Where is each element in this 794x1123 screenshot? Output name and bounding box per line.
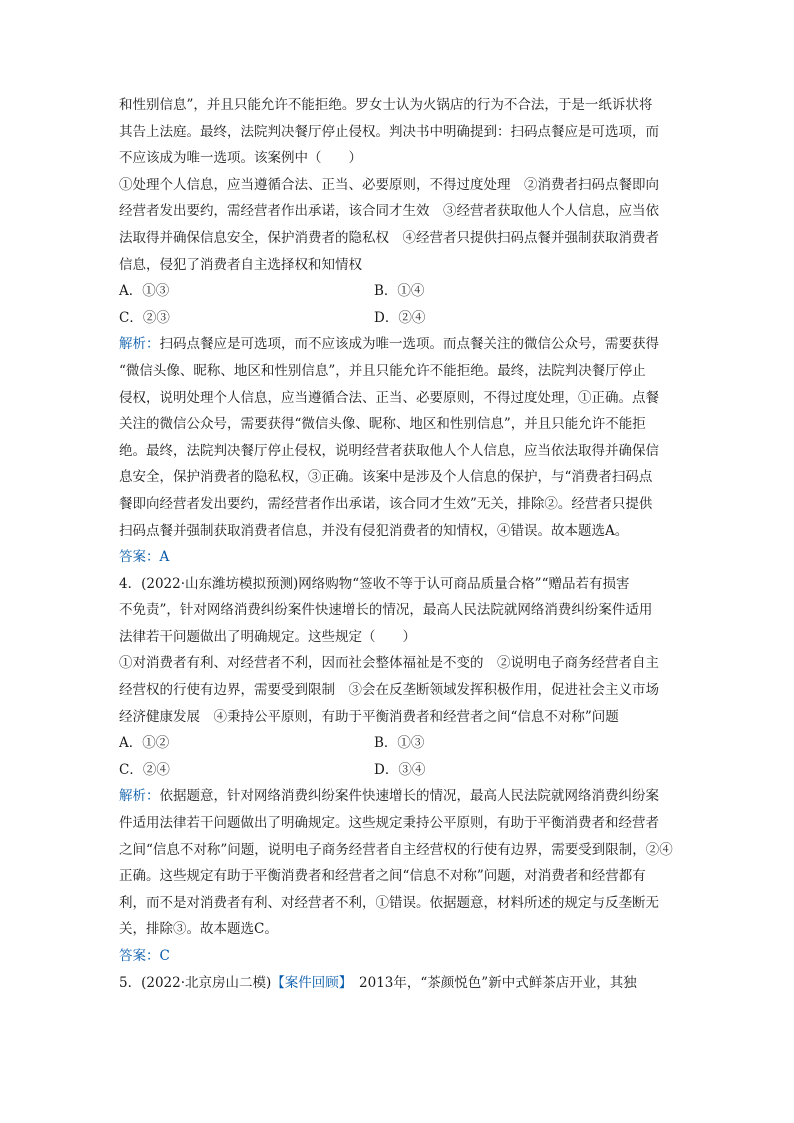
q5-stem-line — [119, 970, 679, 997]
q4-statement-line: 经济健康发展 ④秉持公平原则，有助于平衡消费者和经营者之间“信息不对称”问题 — [119, 708, 619, 725]
q3-option-b: B．①④ — [374, 283, 425, 300]
q4-answer-line — [119, 943, 679, 970]
q4-analysis-line: 关，排除③。故本题选C。 — [119, 921, 278, 938]
q4-option-d: D．③④ — [374, 761, 426, 778]
q3-analysis-line: 扫码点餐并强制获取消费者信息，并没有侵犯消费者的知情权，④错误。故本题选A。 — [119, 522, 629, 539]
q3-option-c: C．②③ — [119, 309, 170, 326]
q4-analysis-line: 件适用法律若干问题做出了明确规定。这些规定秉持公平原则，有助于平衡消费者和经营者 — [119, 815, 659, 832]
q3-analysis-line: 息安全，保护消费者的隐私权，③正确。该案中是涉及个人信息的保护，与“消费者扫码点 — [119, 469, 653, 486]
q3-answer-value: A — [159, 549, 170, 566]
q4-option-c: C．②④ — [119, 761, 170, 778]
q3-analysis-line: 关注的微信公众号，需要获得“微信头像、昵称、地区和性别信息”，并且只能允许不能拒 — [119, 416, 646, 433]
q3-options-row — [119, 305, 679, 332]
q3-stem-line: 不应该成为唯一选项。该案例中（ ） — [119, 150, 362, 167]
q3-stem-line: 其告上法庭。最终，法院判决餐厅停止侵权。判决书中明确提到：扫码点餐应是可选项，而 — [119, 123, 659, 140]
q3-statement-line: 经营者发出要约，需经营者作出承诺，该合同才生效 ③经营者获取他人个人信息，应当依 — [119, 203, 659, 220]
q4-option-a: A．①② — [119, 735, 170, 752]
q4-options-row — [119, 757, 679, 784]
q4-statement-line: 经营权的行使有边界，需要受到限制 ③会在反垄断领域发挥积极作用，促进社会主义市场 — [119, 682, 659, 699]
q3-analysis-line: 侵权，说明处理个人信息，应当遵循合法、正当、必要原则，不得过度处理，①正确。点餐 — [119, 389, 659, 406]
q5-tag: 【案件回顾】 — [271, 974, 346, 991]
q3-answer-line — [119, 544, 679, 571]
q3-analysis-label: 解析： — [119, 336, 160, 353]
q3-stem-line: 和性别信息”，并且只能允许不能拒绝。罗女士认为火锅店的行为不合法，于是一纸诉状将 — [119, 97, 653, 113]
q4-analysis-text: 依据题意，针对网络消费纠纷案件快速增长的情况，最高人民法院就网络消费纠纷案 — [159, 788, 659, 805]
q3-analysis-line: “微信头像、昵称、地区和性别信息”，并且只能允许不能拒绝。最终，法院判决餐厅停止 — [119, 362, 646, 379]
q4-analysis-line — [119, 783, 679, 810]
q4-analysis-label: 解析： — [119, 788, 160, 805]
q4-analysis-line: 利，而不是对消费者有利、对经营者不利，①错误。依据题意，材料所述的规定与反垄断无 — [119, 894, 659, 911]
q4-options-row — [119, 730, 679, 757]
q4-stem-line: 4．(2022·山东潍坊模拟预测)网络购物“签收不等于认可商品质量合格”“赠品若有损害 — [119, 575, 630, 592]
q4-stem-line: 法律若干问题做出了明确规定。这些规定（ ） — [119, 628, 416, 645]
q4-analysis-line: 正确。这些规定有助于平衡消费者和经营者之间“信息不对称”问题，对消费者和经营都有 — [119, 868, 646, 885]
q3-answer-label: 答案： — [119, 549, 160, 566]
q3-analysis-line: 餐即向经营者发出要约，需经营者作出承诺，该合同才生效”无关，排除②。经营者只提供 — [119, 495, 653, 512]
question-3 — [119, 92, 679, 571]
q4-statement-line: ①对消费者有利、对经营者不利，因而社会整体福祉是不变的 ②说明电子商务经营者自主 — [119, 655, 659, 672]
q3-option-d: D．②④ — [374, 309, 426, 326]
question-5 — [119, 970, 679, 997]
q5-text: 2013年，“茶颜悦色”新中式鲜茶店开业，其独 — [345, 974, 637, 991]
q3-statement-line: ①处理个人信息，应当遵循合法、正当、必要原则，不得过度处理 ②消费者扫码点餐即向 — [119, 176, 659, 193]
q3-analysis-line — [119, 331, 679, 358]
q3-analysis-text: 扫码点餐应是可选项，而不应该成为唯一选项。而点餐关注的微信公众号，需要获得 — [159, 336, 659, 353]
question-4 — [119, 571, 679, 970]
q3-statement-line: 信息，侵犯了消费者自主选择权和知情权 — [119, 256, 362, 273]
q5-source: 5．(2022·北京房山二模) — [119, 974, 272, 991]
page-content — [119, 92, 679, 996]
q4-stem-line: 不免责”，针对网络消费纠纷案件快速增长的情况，最高人民法院就网络消费纠纷案件适用 — [119, 602, 653, 619]
q3-option-a: A．①③ — [119, 283, 170, 300]
q4-answer-value: C — [159, 948, 170, 964]
q3-options-row — [119, 278, 679, 305]
q3-statement-line: 法取得并确保信息安全，保护消费者的隐私权 ④经营者只提供扫码点餐并强制获取消费者 — [119, 229, 659, 246]
q3-analysis-line: 绝。最终，法院判决餐厅停止侵权，说明经营者获取他人个人信息，应当依法取得并确保信 — [119, 442, 659, 459]
q4-analysis-line: 之间“信息不对称”问题，说明电子商务经营者自主经营权的行使有边界，需要受到限制，②④ — [119, 841, 673, 858]
q4-answer-label: 答案： — [119, 948, 160, 964]
q4-option-b: B．①③ — [374, 735, 425, 752]
